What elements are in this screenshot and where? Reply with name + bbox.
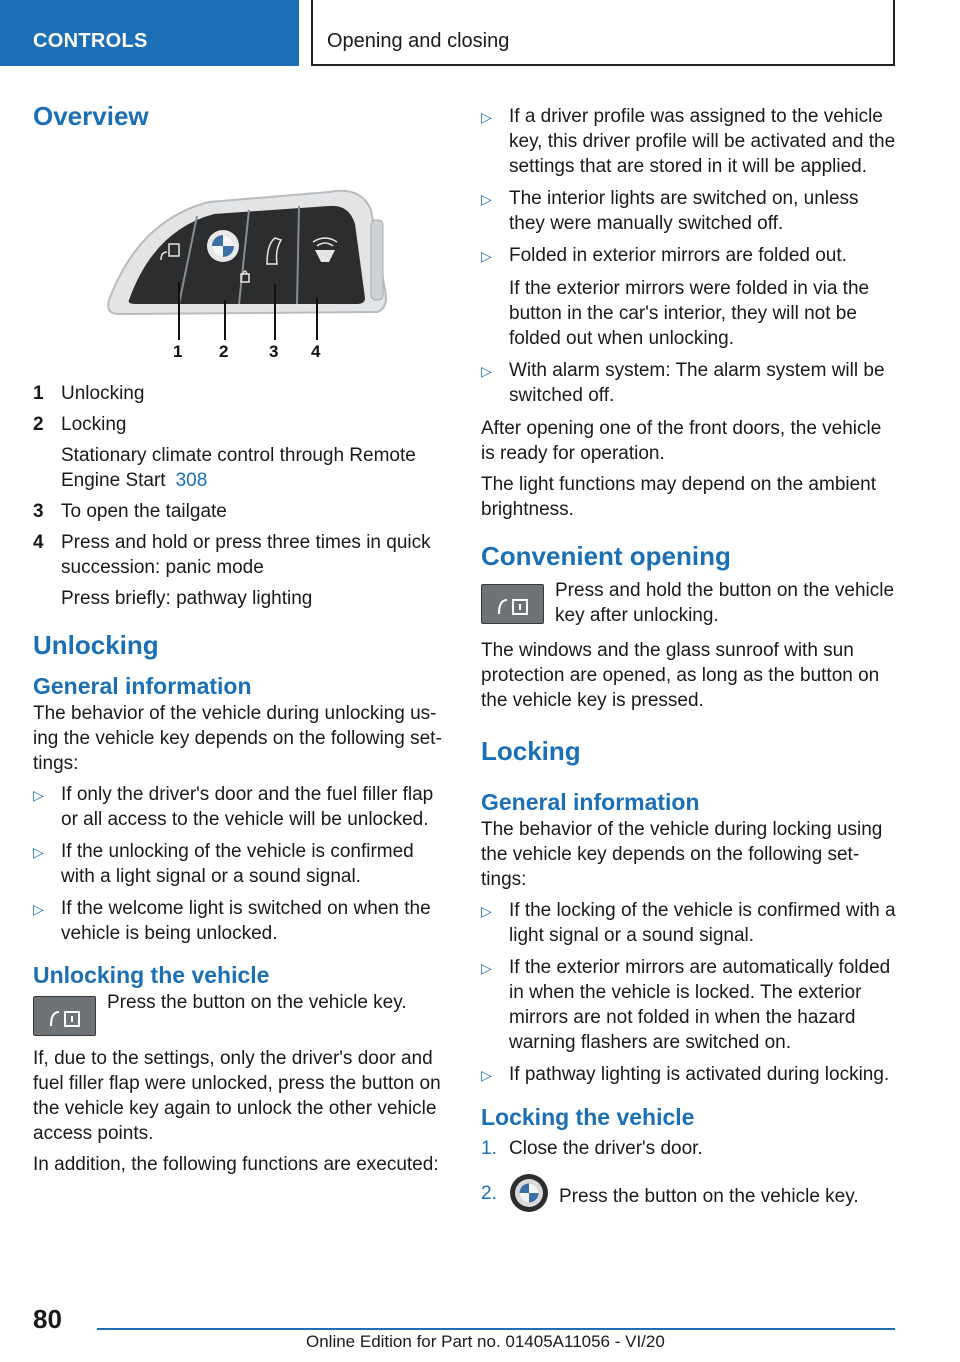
triangle-bullet-icon: ▷ bbox=[481, 248, 492, 264]
list-item-extra: Stationary climate control through Remote Engine Start 308 bbox=[61, 445, 416, 491]
unlock-button-icon bbox=[33, 996, 96, 1036]
unlock-button-icon bbox=[481, 584, 544, 624]
bmw-logo-icon bbox=[207, 230, 239, 262]
unlocking-vehicle-p1: If, due to the settings, only the driver's door and fuel filler flap were unlocked, press the button on the vehicle key again to unlock the other vehicle access points. bbox=[33, 1048, 441, 1144]
convenient-button-text: Press and hold the button on the vehicle key after unlocking. bbox=[555, 580, 895, 626]
locking-general-intro: The behavior of the vehicle during locking using the vehicle key depends on the following settings: bbox=[481, 819, 883, 890]
bmw-key-button-icon bbox=[509, 1173, 549, 1213]
callout-4: 4 bbox=[311, 342, 321, 360]
list-item: 2 Locking bbox=[33, 414, 127, 435]
after-opening-p2: The light functions may depend on the ambient brightness. bbox=[481, 474, 877, 520]
list-item: ▷ Folded in exterior mirrors are folded out. bbox=[481, 243, 896, 269]
list-item: 2. Press the button on the vehicle key. bbox=[481, 1181, 896, 1213]
after-opening-p1: After opening one of the front doors, the vehicle is ready for operation. bbox=[481, 418, 882, 464]
section-tab bbox=[0, 0, 299, 66]
mirror-note: If the exterior mirrors were folded in via the button in the car's interior, they will not be folded out when unlocking. bbox=[509, 278, 870, 349]
overview-heading: Overview bbox=[33, 101, 149, 131]
list-item-extra: Press briefly: pathway lighting bbox=[61, 588, 313, 609]
list-item: ▷ If the exterior mirrors are automatically folded in when the vehicle is locked. The exterior mirrors are not folded in when the hazard warning flashers are switched on. bbox=[481, 957, 891, 1053]
triangle-bullet-icon: ▷ bbox=[481, 191, 492, 207]
list-item: ▷ If the unlocking of the vehicle is confirmed with a light signal or a sound signal. bbox=[33, 841, 414, 887]
list-item: ▷ With alarm system: The alarm system will be switched off. bbox=[481, 360, 885, 406]
list-item: 4 Press and hold or press three times in quick succession: panic mode bbox=[33, 532, 431, 578]
triangle-bullet-icon: ▷ bbox=[33, 787, 44, 803]
triangle-bullet-icon: ▷ bbox=[481, 903, 492, 919]
overview-list bbox=[33, 381, 448, 611]
list-item: ▷ If the locking of the vehicle is confirmed with a light signal or a sound signal. bbox=[481, 900, 896, 946]
unlock-button-row bbox=[33, 990, 448, 1036]
page-header bbox=[0, 0, 960, 66]
unlocking-vehicle-heading: Unlocking the vehicle bbox=[33, 962, 270, 988]
chapter-label: Opening and closing bbox=[327, 30, 510, 52]
callout-1: 1 bbox=[173, 342, 183, 360]
list-item: 1. Close the driver's door. bbox=[481, 1138, 703, 1159]
triangle-bullet-icon: ▷ bbox=[33, 844, 44, 860]
list-item: ▷ If a driver profile was assigned to the vehicle key, this driver profile will be activated and the settings that are stored in it will be applied. bbox=[481, 106, 896, 177]
convenient-p1: The windows and the glass sunroof with sun protection are opened, as long as the button on the vehicle key is pressed. bbox=[481, 640, 880, 711]
section-label: CONTROLS bbox=[33, 30, 148, 52]
vehicle-key-figure bbox=[99, 180, 389, 360]
unlocking-general-heading: General information bbox=[33, 673, 252, 699]
page-number: 80 bbox=[33, 1304, 62, 1334]
list-item: 3 To open the tailgate bbox=[33, 501, 227, 522]
triangle-bullet-icon: ▷ bbox=[481, 363, 492, 379]
unlocking-general-intro: The behavior of the vehicle during unlocking using the vehicle key depends on the following settings: bbox=[33, 703, 442, 774]
list-item: ▷ The interior lights are switched on, unless they were manually switched off. bbox=[481, 188, 859, 234]
unlocking-settings-list bbox=[33, 782, 448, 946]
list-item: ▷ If pathway lighting is activated during locking. bbox=[481, 1062, 896, 1088]
unlock-functions-list bbox=[481, 104, 896, 408]
callout-3: 3 bbox=[269, 342, 279, 360]
edition-text: Online Edition for Part no. 01405A11056 - VI/20 bbox=[306, 1332, 665, 1351]
convenient-opening-heading: Convenient opening bbox=[481, 541, 731, 571]
unlocking-heading: Unlocking bbox=[33, 630, 159, 660]
unlocking-vehicle-p2: In addition, the following functions are executed: bbox=[33, 1154, 439, 1175]
chapter-tab bbox=[311, 0, 895, 66]
page-footer bbox=[0, 1290, 960, 1362]
convenient-button-row bbox=[481, 578, 896, 628]
triangle-bullet-icon: ▷ bbox=[481, 1067, 492, 1083]
list-item: ▷ If only the driver's door and the fuel filler flap or all access to the vehicle will be unlocked. bbox=[33, 784, 434, 830]
left-column bbox=[33, 100, 448, 1183]
page-reference-link[interactable]: 308 bbox=[175, 470, 208, 491]
list-item: 1 Unlocking bbox=[33, 383, 145, 404]
locking-steps-list bbox=[481, 1136, 896, 1213]
callout-2: 2 bbox=[219, 342, 229, 360]
footer-divider bbox=[97, 1328, 895, 1330]
list-item: ▷ If the welcome light is switched on when the vehicle is being unlocked. bbox=[33, 898, 431, 944]
unlock-button-text: Press the button on the vehicle key. bbox=[107, 992, 407, 1013]
right-column bbox=[481, 104, 896, 1221]
locking-vehicle-heading: Locking the vehicle bbox=[481, 1104, 695, 1130]
triangle-bullet-icon: ▷ bbox=[481, 109, 492, 125]
locking-heading: Locking bbox=[481, 736, 581, 766]
locking-settings-list bbox=[481, 898, 896, 1088]
triangle-bullet-icon: ▷ bbox=[33, 901, 44, 917]
triangle-bullet-icon: ▷ bbox=[481, 960, 492, 976]
locking-general-heading: General information bbox=[481, 789, 700, 815]
